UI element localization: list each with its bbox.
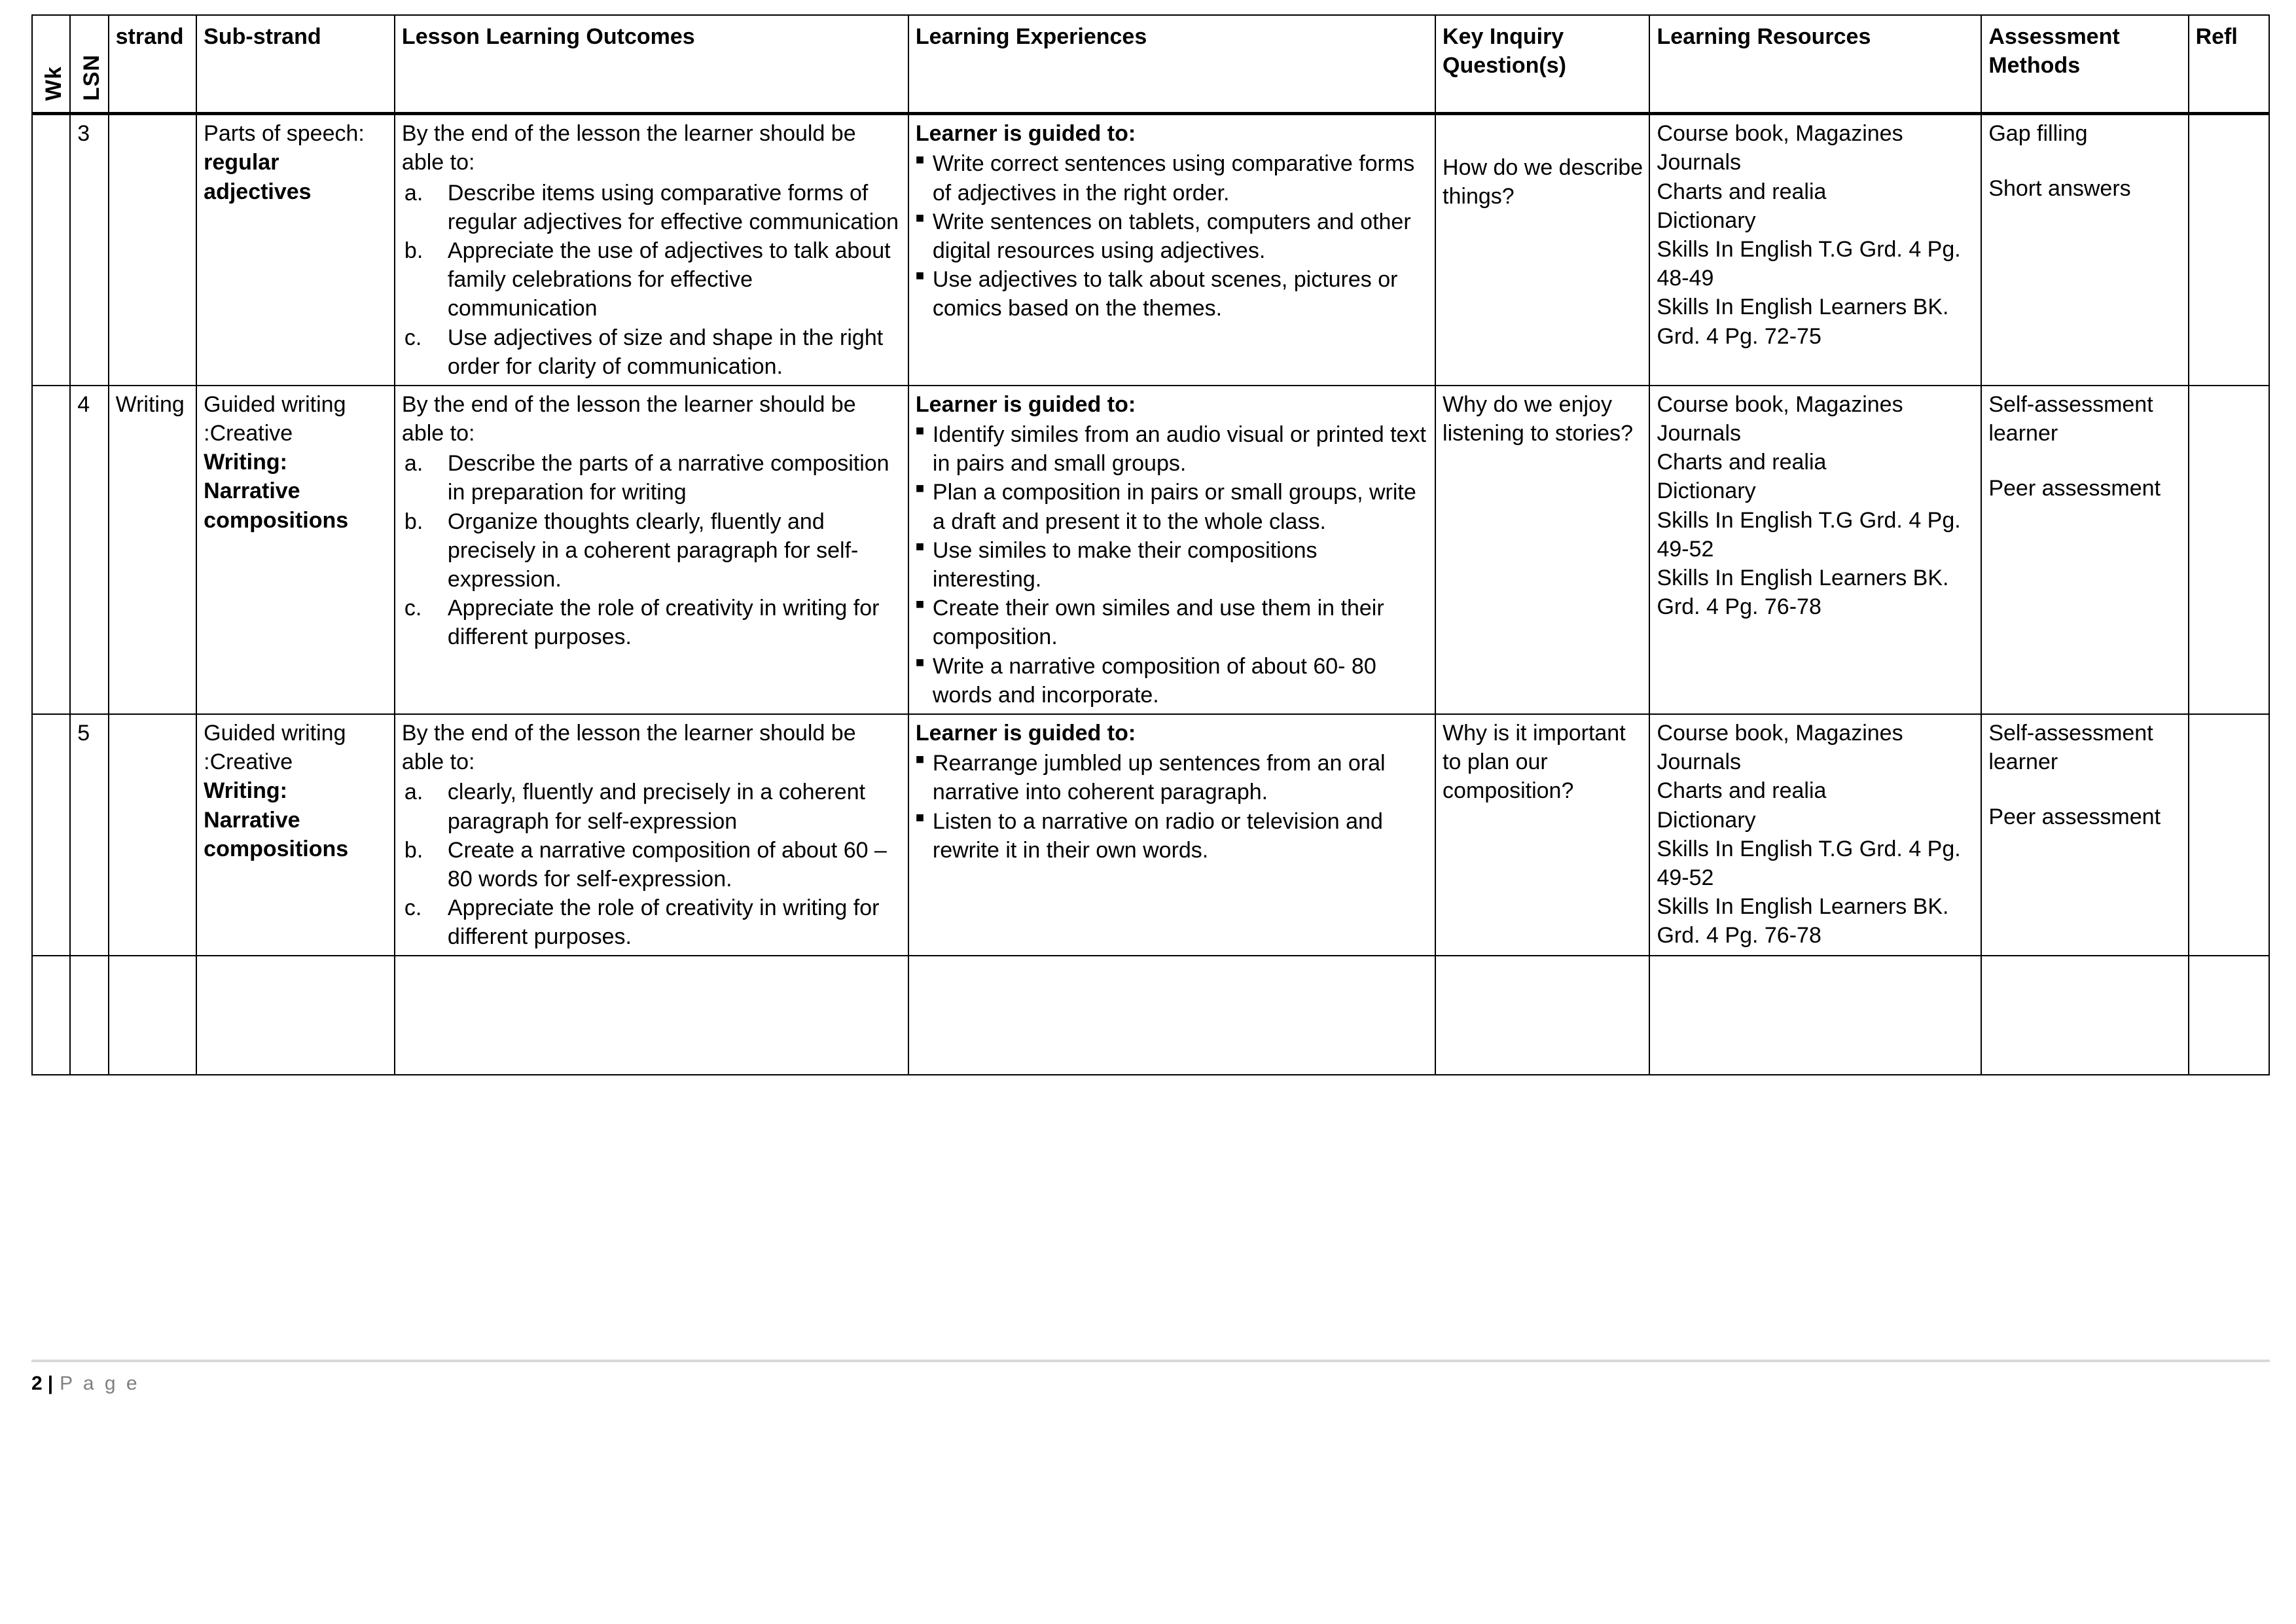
cell-assessment-methods bbox=[1981, 956, 2188, 1075]
cell-key-inquiry-question bbox=[1435, 714, 1649, 956]
square-bullet-icon: ■ bbox=[915, 422, 925, 439]
cell-learning-resources bbox=[1649, 114, 1981, 386]
cell-lesson-learning-outcomes bbox=[395, 114, 908, 386]
cell-lesson-learning-outcomes bbox=[395, 714, 908, 956]
table-row bbox=[32, 956, 2269, 1075]
cell-lesson-learning-outcomes bbox=[395, 956, 908, 1075]
cell-lsn bbox=[70, 956, 108, 1075]
learning-resource-line: Dictionary bbox=[1657, 208, 1756, 233]
key-inquiry-question-text: Why do we enjoy listening to stories? bbox=[1443, 391, 1634, 446]
column-header-wk-label: Wk bbox=[41, 66, 66, 101]
footer-page-number: 2 bbox=[31, 1373, 43, 1394]
column-header-refl: Refl bbox=[2189, 15, 2269, 114]
cell-key-inquiry-question bbox=[1435, 386, 1649, 714]
page-footer bbox=[31, 1360, 2270, 1395]
assessment-method-line: Short answers bbox=[1988, 176, 2131, 202]
learning-resource-line: Course book, Magazines bbox=[1657, 720, 1903, 746]
cell-assessment-methods bbox=[1981, 714, 2188, 956]
learning-experience-item bbox=[916, 478, 1429, 535]
scheme-of-work-table bbox=[31, 14, 2270, 1075]
column-header-strand: strand bbox=[109, 15, 197, 114]
learning-resource-line: Skills In English Learners BK. Grd. 4 Pg. 76-78 bbox=[1657, 566, 1949, 620]
llo-item-text: Describe items using comparative forms of regular adjectives for effective communication bbox=[447, 180, 899, 234]
cell-lsn: 4 bbox=[70, 386, 108, 714]
llo-list-item bbox=[402, 778, 903, 835]
llo-item-marker: c. bbox=[404, 596, 422, 621]
llo-list-item bbox=[402, 323, 903, 381]
column-header-assessment-methods: Assessment Methods bbox=[1981, 15, 2188, 114]
cell-key-inquiry-question bbox=[1435, 114, 1649, 386]
learning-experience-item bbox=[916, 420, 1429, 478]
cell-wk bbox=[32, 714, 70, 956]
llo-item-marker: b. bbox=[404, 837, 423, 863]
cell-learning-resources bbox=[1649, 714, 1981, 956]
footer-separator: | bbox=[47, 1373, 56, 1394]
llo-list-item bbox=[402, 507, 903, 594]
llo-item-marker: a. bbox=[404, 451, 423, 477]
llo-lead-text: By the end of the lesson the learner should be able to: bbox=[401, 121, 856, 175]
learning-experience-text: Use adjectives to talk about scenes, pictures or comics based on the themes. bbox=[932, 267, 1398, 321]
llo-item-text: Describe the parts of a narrative composition in preparation for writing bbox=[447, 451, 889, 505]
cell-learning-experiences bbox=[908, 956, 1435, 1075]
llo-item-text: Appreciate the role of creativity in writing for different purposes. bbox=[447, 895, 880, 950]
learning-experience-item bbox=[916, 265, 1429, 323]
learning-experience-text: Use similes to make their compositions interesting. bbox=[932, 537, 1318, 592]
sub-strand-bold: Writing: Narrative compositions bbox=[204, 450, 349, 533]
assessment-method-line: Peer assessment bbox=[1988, 804, 2161, 830]
column-header-lsn-label: LSN bbox=[79, 54, 105, 101]
cell-lsn: 3 bbox=[70, 114, 108, 386]
table-header-row bbox=[32, 15, 2269, 114]
learning-experience-text: Write a narrative composition of about 60- 80 words and incorporate. bbox=[932, 653, 1376, 708]
learning-resource-line: Charts and realia bbox=[1657, 179, 1827, 204]
cell-learning-experiences bbox=[908, 714, 1435, 956]
learning-resource-line: Skills In English Learners BK. Grd. 4 Pg. 72-75 bbox=[1657, 295, 1949, 349]
column-header-learning-resources: Learning Resources bbox=[1649, 15, 1981, 114]
sub-strand-plain: Guided writing :Creative bbox=[204, 391, 346, 446]
learning-resource-line: Charts and realia bbox=[1657, 778, 1827, 804]
llo-item-text: Create a narrative composition of about 60 – 80 words for self-expression. bbox=[447, 837, 887, 892]
llo-lead-text: By the end of the lesson the learner should be able to: bbox=[401, 391, 856, 446]
cell-lsn: 5 bbox=[70, 714, 108, 956]
llo-item-marker: a. bbox=[404, 180, 423, 206]
llo-list-item bbox=[402, 449, 903, 507]
learning-resource-line: Journals bbox=[1657, 749, 1741, 775]
learning-resource-line: Dictionary bbox=[1657, 478, 1756, 504]
learning-resource-line: Skills In English T.G Grd. 4 Pg. 49-52 bbox=[1657, 507, 1961, 562]
cell-sub-strand bbox=[196, 114, 395, 386]
square-bullet-icon: ■ bbox=[915, 751, 925, 768]
cell-sub-strand bbox=[196, 386, 395, 714]
cell-sub-strand bbox=[196, 714, 395, 956]
key-inquiry-question-text: How do we describe things? bbox=[1443, 155, 1643, 209]
sub-strand-plain: Parts of speech: bbox=[204, 121, 365, 147]
cell-strand bbox=[109, 956, 197, 1075]
learning-experiences-lead: Learner is guided to: bbox=[915, 720, 1136, 746]
cell-strand: Writing bbox=[109, 386, 197, 714]
learning-experience-item bbox=[916, 749, 1429, 806]
learning-experience-text: Create their own similes and use them in their composition. bbox=[932, 596, 1384, 650]
column-header-sub-strand: Sub-strand bbox=[196, 15, 395, 114]
footer-divider bbox=[31, 1360, 2270, 1362]
square-bullet-icon: ■ bbox=[915, 537, 925, 554]
learning-resource-line: Skills In English T.G Grd. 4 Pg. 48-49 bbox=[1657, 236, 1961, 291]
square-bullet-icon: ■ bbox=[915, 480, 925, 497]
learning-resource-line: Skills In English Learners BK. Grd. 4 Pg. 76-78 bbox=[1657, 894, 1949, 948]
cell-refl bbox=[2189, 714, 2269, 956]
cell-strand bbox=[109, 114, 197, 386]
learning-experiences-list bbox=[916, 749, 1429, 865]
column-header-learning-experiences: Learning Experiences bbox=[908, 15, 1435, 114]
cell-wk bbox=[32, 956, 70, 1075]
cell-learning-experiences bbox=[908, 114, 1435, 386]
llo-item-marker: a. bbox=[404, 780, 423, 805]
footer-page-label bbox=[31, 1373, 2270, 1395]
square-bullet-icon: ■ bbox=[915, 596, 925, 613]
llo-item-marker: c. bbox=[404, 325, 422, 350]
learning-experience-text: Listen to a narrative on radio or television and rewrite it in their own words. bbox=[932, 808, 1383, 863]
cell-sub-strand bbox=[196, 956, 395, 1075]
llo-list-item bbox=[402, 179, 903, 236]
assessment-method-line: Gap filling bbox=[1988, 121, 2088, 147]
table-row bbox=[32, 386, 2269, 714]
cell-assessment-methods bbox=[1981, 114, 2188, 386]
llo-item-marker: b. bbox=[404, 238, 423, 263]
cell-lesson-learning-outcomes bbox=[395, 386, 908, 714]
cell-refl bbox=[2189, 386, 2269, 714]
learning-experiences-lead: Learner is guided to: bbox=[915, 391, 1136, 417]
learning-experience-text: Write sentences on tablets, computers and other digital resources using adjectives. bbox=[932, 209, 1411, 263]
learning-experience-item bbox=[916, 807, 1429, 865]
llo-item-marker: c. bbox=[404, 895, 422, 921]
assessment-spacer bbox=[1988, 148, 2182, 174]
square-bullet-icon: ■ bbox=[915, 209, 925, 226]
sub-strand-plain: Guided writing :Creative bbox=[204, 720, 346, 775]
learning-experiences-lead: Learner is guided to: bbox=[915, 121, 1136, 147]
llo-item-text: Use adjectives of size and shape in the right order for clarity of communication. bbox=[447, 325, 884, 379]
learning-experience-text: Identify similes from an audio visual or printed text in pairs and small groups. bbox=[932, 422, 1426, 477]
learning-experience-item bbox=[916, 536, 1429, 594]
assessment-spacer bbox=[1988, 776, 2182, 803]
learning-experiences-list bbox=[916, 149, 1429, 323]
square-bullet-icon: ■ bbox=[915, 151, 925, 168]
footer-page-word: P a g e bbox=[60, 1373, 140, 1394]
llo-list bbox=[402, 778, 903, 951]
llo-item-text: Organize thoughts clearly, fluently and precisely in a coherent paragraph for self-expression. bbox=[447, 509, 859, 592]
key-inquiry-question-text: Why is it important to plan our composition? bbox=[1443, 720, 1626, 804]
table-row bbox=[32, 714, 2269, 956]
learning-resource-line: Skills In English T.G Grd. 4 Pg. 49-52 bbox=[1657, 836, 1961, 890]
sub-strand-bold: regular adjectives bbox=[204, 150, 312, 204]
cell-assessment-methods bbox=[1981, 386, 2188, 714]
column-header-lsn bbox=[70, 15, 108, 114]
learning-experiences-list bbox=[916, 420, 1429, 710]
square-bullet-icon: ■ bbox=[915, 653, 925, 670]
assessment-method-line: Self-assessment learner bbox=[1988, 391, 2153, 446]
cell-learning-experiences bbox=[908, 386, 1435, 714]
cell-wk bbox=[32, 114, 70, 386]
assessment-spacer bbox=[1988, 448, 2182, 474]
cell-learning-resources bbox=[1649, 956, 1981, 1075]
llo-lead-text: By the end of the lesson the learner should be able to: bbox=[401, 720, 856, 775]
learning-experience-item bbox=[916, 594, 1429, 651]
learning-resource-line: Journals bbox=[1657, 421, 1741, 446]
llo-list-item bbox=[402, 594, 903, 651]
square-bullet-icon: ■ bbox=[915, 267, 925, 284]
assessment-method-line: Peer assessment bbox=[1988, 476, 2161, 501]
cell-key-inquiry-question bbox=[1435, 956, 1649, 1075]
cell-learning-resources bbox=[1649, 386, 1981, 714]
llo-item-text: Appreciate the role of creativity in writing for different purposes. bbox=[447, 596, 880, 650]
llo-item-text: clearly, fluently and precisely in a coherent paragraph for self-expression bbox=[447, 780, 866, 834]
cell-refl bbox=[2189, 956, 2269, 1075]
sub-strand-bold: Writing: Narrative compositions bbox=[204, 778, 349, 861]
llo-item-marker: b. bbox=[404, 509, 423, 534]
llo-list-item bbox=[402, 236, 903, 323]
cell-strand bbox=[109, 714, 197, 956]
learning-experience-text: Plan a composition in pairs or small groups, write a draft and present it to the whole class. bbox=[932, 480, 1416, 534]
learning-resource-line: Course book, Magazines bbox=[1657, 391, 1903, 417]
llo-list-item bbox=[402, 893, 903, 951]
learning-resource-line: Dictionary bbox=[1657, 807, 1756, 833]
square-bullet-icon: ■ bbox=[915, 808, 925, 825]
llo-list bbox=[402, 179, 903, 381]
column-header-lesson-learning-outcomes: Lesson Learning Outcomes bbox=[395, 15, 908, 114]
learning-experience-text: Rearrange jumbled up sentences from an oral narrative into coherent paragraph. bbox=[932, 751, 1386, 805]
learning-resource-line: Course book, Magazines bbox=[1657, 121, 1903, 147]
llo-item-text: Appreciate the use of adjectives to talk about family celebrations for effective communication bbox=[447, 238, 891, 321]
column-header-wk bbox=[32, 15, 70, 114]
table-row bbox=[32, 114, 2269, 386]
column-header-key-inquiry-questions: Key Inquiry Question(s) bbox=[1435, 15, 1649, 114]
learning-experience-item bbox=[916, 208, 1429, 265]
cell-refl bbox=[2189, 114, 2269, 386]
cell-wk bbox=[32, 386, 70, 714]
learning-experience-text: Write correct sentences using comparative forms of adjectives in the right order. bbox=[932, 151, 1415, 206]
learning-resource-line: Journals bbox=[1657, 150, 1741, 175]
llo-list bbox=[402, 449, 903, 651]
learning-experience-item bbox=[916, 652, 1429, 710]
assessment-method-line: Self-assessment learner bbox=[1988, 720, 2153, 775]
table-body bbox=[32, 114, 2269, 1075]
llo-list-item bbox=[402, 836, 903, 893]
learning-resource-line: Charts and realia bbox=[1657, 450, 1827, 475]
learning-experience-item bbox=[916, 149, 1429, 207]
